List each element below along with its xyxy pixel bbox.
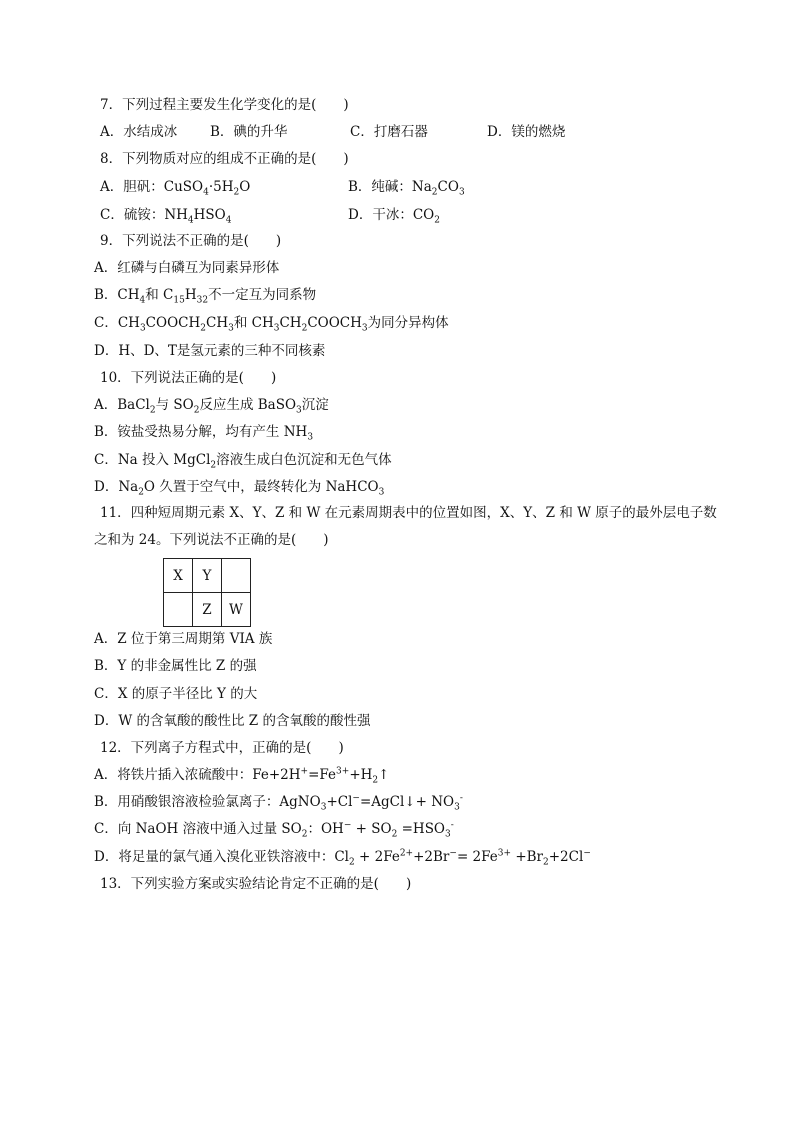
q11-stem-line2: 之和为 24。下列说法不正确的是( ) bbox=[94, 532, 329, 548]
q11-option-c: C．X 的原子半径比 Y 的大 bbox=[94, 686, 258, 702]
q10-option-a: A．BaCl$_2$与 $SO_2$反应生成 BaSO$_3$沉淀 bbox=[94, 397, 329, 416]
q7-stem: 7．下列过程主要发生化学变化的是( ) bbox=[100, 97, 349, 113]
table-row bbox=[164, 559, 251, 593]
table-cell bbox=[222, 559, 251, 593]
q11-option-b: B．Y 的非金属性比 Z 的强 bbox=[94, 658, 257, 674]
q7-option-c: C．打磨石器 bbox=[350, 124, 428, 140]
q12-stem: 12．下列离子方程式中，正确的是( ) bbox=[100, 740, 344, 756]
table-cell: Y bbox=[193, 559, 222, 593]
q12-option-c: C．向 NaOH 溶液中通入过量 $SO_2$：$OH^- + SO_2 =HSO_3^-$ bbox=[94, 820, 454, 840]
q12-option-d: D．将足量的氯气通入溴化亚铁溶液中：$Cl_2 + 2Fe^{2+}+2Br^-= 2Fe^{3+} +Br_2+2Cl^-$ bbox=[94, 848, 591, 868]
q12-option-a: A．将铁片插入浓硫酸中：$Fe+2H^+=Fe^{3+}+H_2↑$ bbox=[94, 766, 390, 786]
q7-option-a: A．水结成冰 bbox=[100, 124, 178, 140]
q7-options bbox=[100, 123, 565, 141]
q8-stem: 8．下列物质对应的组成不正确的是( ) bbox=[100, 151, 349, 167]
q11-option-a: A．Z 位于第三周期第 VIA 族 bbox=[94, 631, 273, 647]
table-cell: X bbox=[164, 559, 193, 593]
q8-option-c: C．硫铵：$NH_4HSO_4$ bbox=[100, 207, 232, 226]
table-row bbox=[164, 593, 251, 627]
q13-stem: 13．下列实验方案或实验结论肯定不正确的是( ) bbox=[100, 876, 412, 892]
table-cell: W bbox=[222, 593, 251, 627]
q8-option-b: B．纯碱：$Na_2CO_3$ bbox=[348, 179, 465, 198]
q8-option-a: A．胆矾：$CuSO_4\cdot 5H_2O$ bbox=[100, 179, 251, 198]
table-cell bbox=[164, 593, 193, 627]
q10-stem: 10．下列说法正确的是( ) bbox=[100, 370, 277, 386]
q9-option-b: B．$CH_4$和 $C_{15}H_{32}$不一定互为同系物 bbox=[94, 287, 317, 306]
q10-option-b: B．铵盐受热易分解，均有产生 $NH_3$ bbox=[94, 424, 314, 443]
q9-stem: 9．下列说法不正确的是( ) bbox=[100, 233, 282, 249]
q10-option-c: C．Na 投入 MgCl$_2$溶液生成白色沉淀和无色气体 bbox=[94, 452, 392, 471]
q9-option-d: D．H、D、T是氢元素的三种不同核素 bbox=[94, 343, 326, 359]
q12-option-b: B．用硝酸银溶液检验氯离子：AgNO$_3$+Cl−=AgCl↓+ $NO_3^-$ bbox=[94, 793, 463, 813]
q7-option-b: B．碘的升华 bbox=[210, 124, 288, 140]
q7-option-d: D．镁的燃烧 bbox=[487, 124, 566, 140]
q9-option-c: C．$CH_3COOCH_2CH_3$和 $CH_3CH_2COOCH_3$为同分异构体 bbox=[94, 315, 449, 334]
q10-option-d: D．$Na_2O$ 久置于空气中，最终转化为 NaHCO$_3$ bbox=[94, 479, 385, 498]
periodic-table-figure bbox=[163, 558, 251, 627]
q11-option-d: D．W 的含氧酸的酸性比 Z 的含氧酸的酸性强 bbox=[94, 713, 371, 729]
q11-stem-line1: 11．四种短周期元素 X、Y、Z 和 W 在元素周期表中的位置如图，X、Y、Z 和 W 原子的最外层电子数 bbox=[100, 505, 717, 521]
table-cell: Z bbox=[193, 593, 222, 627]
q8-option-d: D．干冰：$CO_2$ bbox=[348, 207, 440, 226]
q9-option-a: A．红磷与白磷互为同素异形体 bbox=[94, 260, 280, 276]
